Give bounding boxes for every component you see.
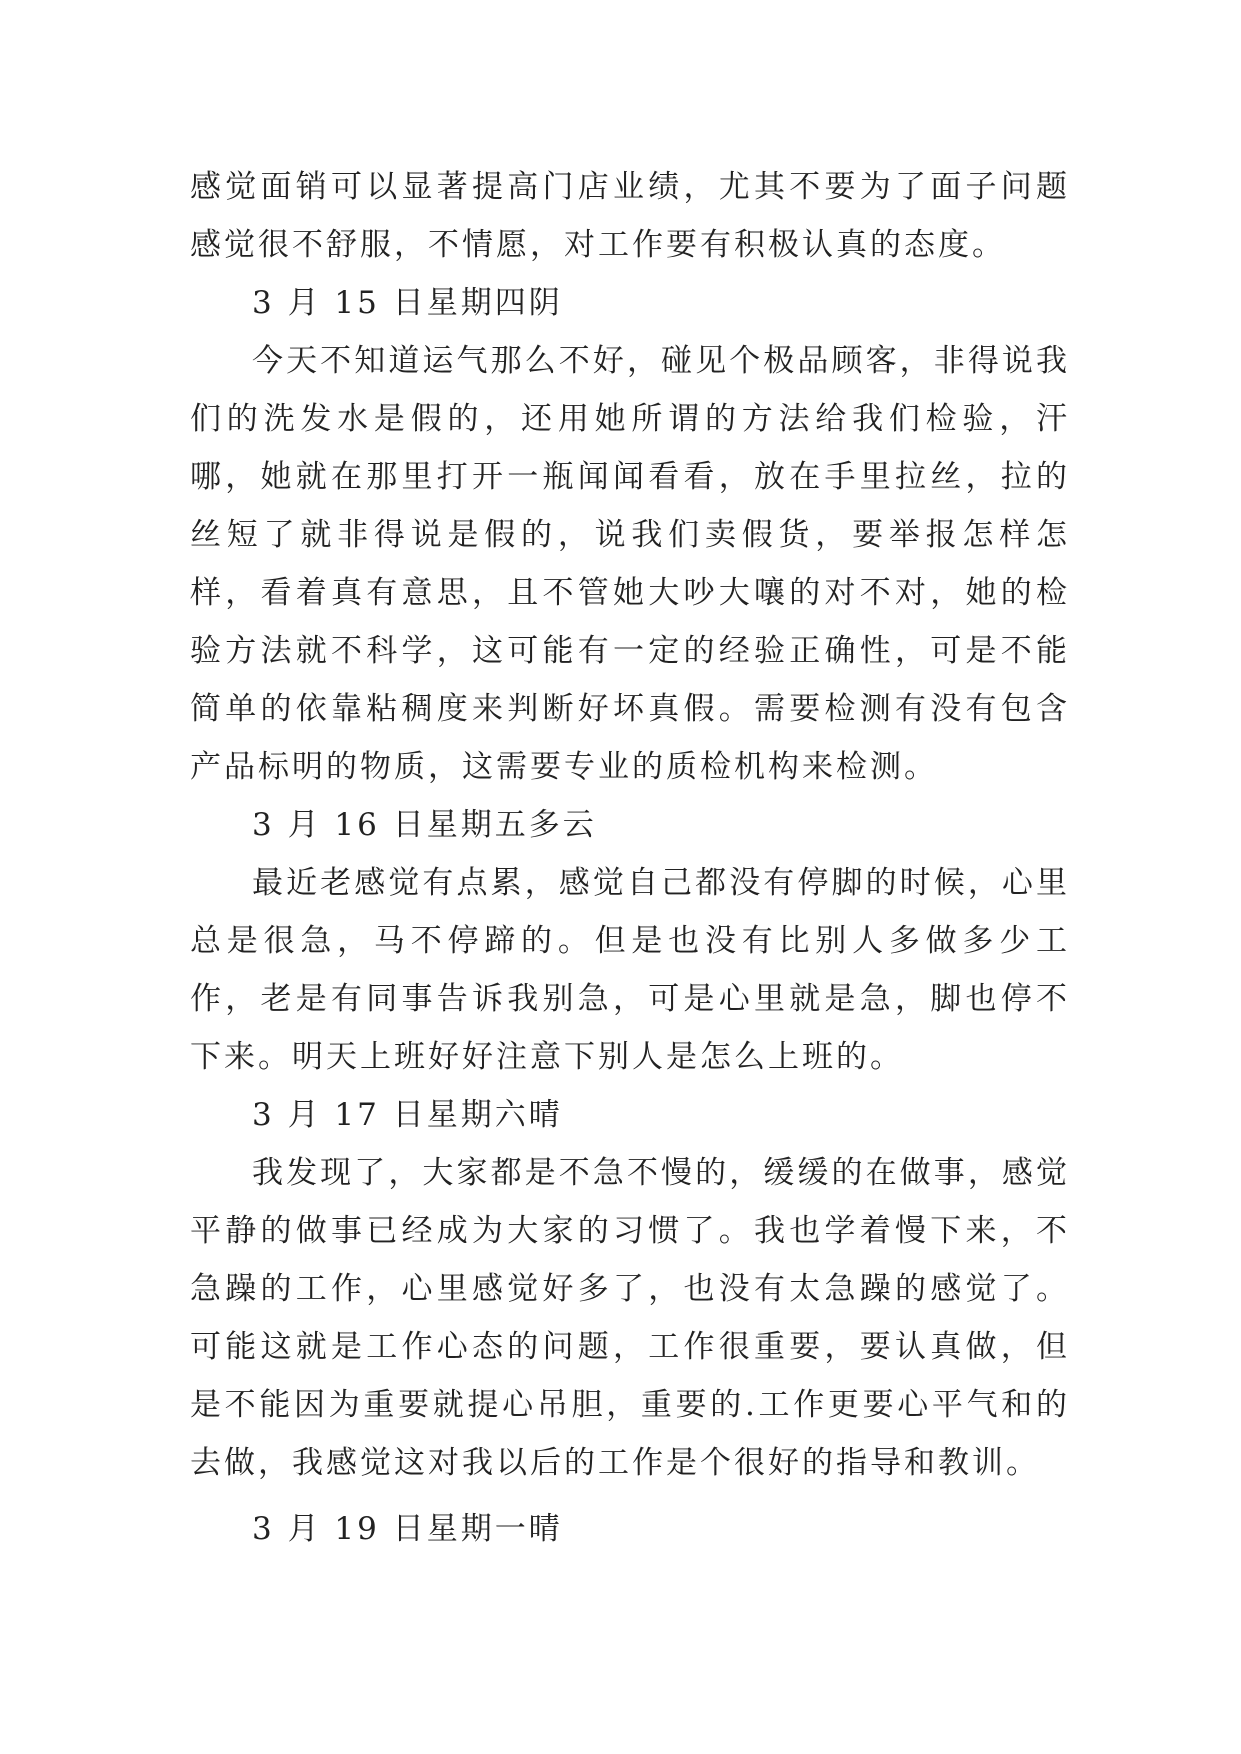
paragraph-march-15: 今天不知道运气那么不好，碰见个极品顾客，非得说我们的洗发水是假的，还用她所谓的方法给我们检验，汗哪，她就在那里打开一瓶闻闻看看，放在手里拉丝，拉的丝短了就非得说是假的，说我们卖假货，要举报怎样怎样，看着真有意思，且不管她大吵大嚷的对不对，她的检验方法就不科学，这可能有一定的经验正确性，可是不能简单的依靠粘稠度来判断好坏真假。需要检测有没有包含产品标明的物质，这需要专业的质检机构来检测。 [190, 343, 1070, 785]
date-heading-march-17: 3 月 17 日星期六晴 [252, 1097, 563, 1133]
diary-text [190, 158, 1070, 1558]
paragraph-march-17: 我发现了，大家都是不急不慢的，缓缓的在做事，感觉平静的做事已经成为大家的习惯了。我也学着慢下来，不急躁的工作，心里感觉好多了，也没有太急躁的感觉了。可能这就是工作心态的问题，工作很重要，要认真做，但是不能因为重要就提心吊胆，重要的.工作更要心平气和的去做，我感觉这对我以后的工作是个很好的指导和教训。 [190, 1155, 1070, 1481]
paragraph-continuation: 感觉面销可以显著提高门店业绩，尤其不要为了面子问题感觉很不舒服，不情愿，对工作要有积极认真的态度。 [190, 169, 1070, 263]
date-heading-march-15: 3 月 15 日星期四阴 [252, 285, 563, 321]
paragraph-march-16: 最近老感觉有点累，感觉自己都没有停脚的时候，心里总是很急，马不停蹄的。但是也没有比别人多做多少工作，老是有同事告诉我别急，可是心里就是急，脚也停不下来。明天上班好好注意下别人是怎么上班的。 [190, 865, 1070, 1075]
date-heading-march-16: 3 月 16 日星期五多云 [252, 807, 597, 843]
date-heading-march-19: 3 月 19 日星期一晴 [252, 1511, 563, 1547]
